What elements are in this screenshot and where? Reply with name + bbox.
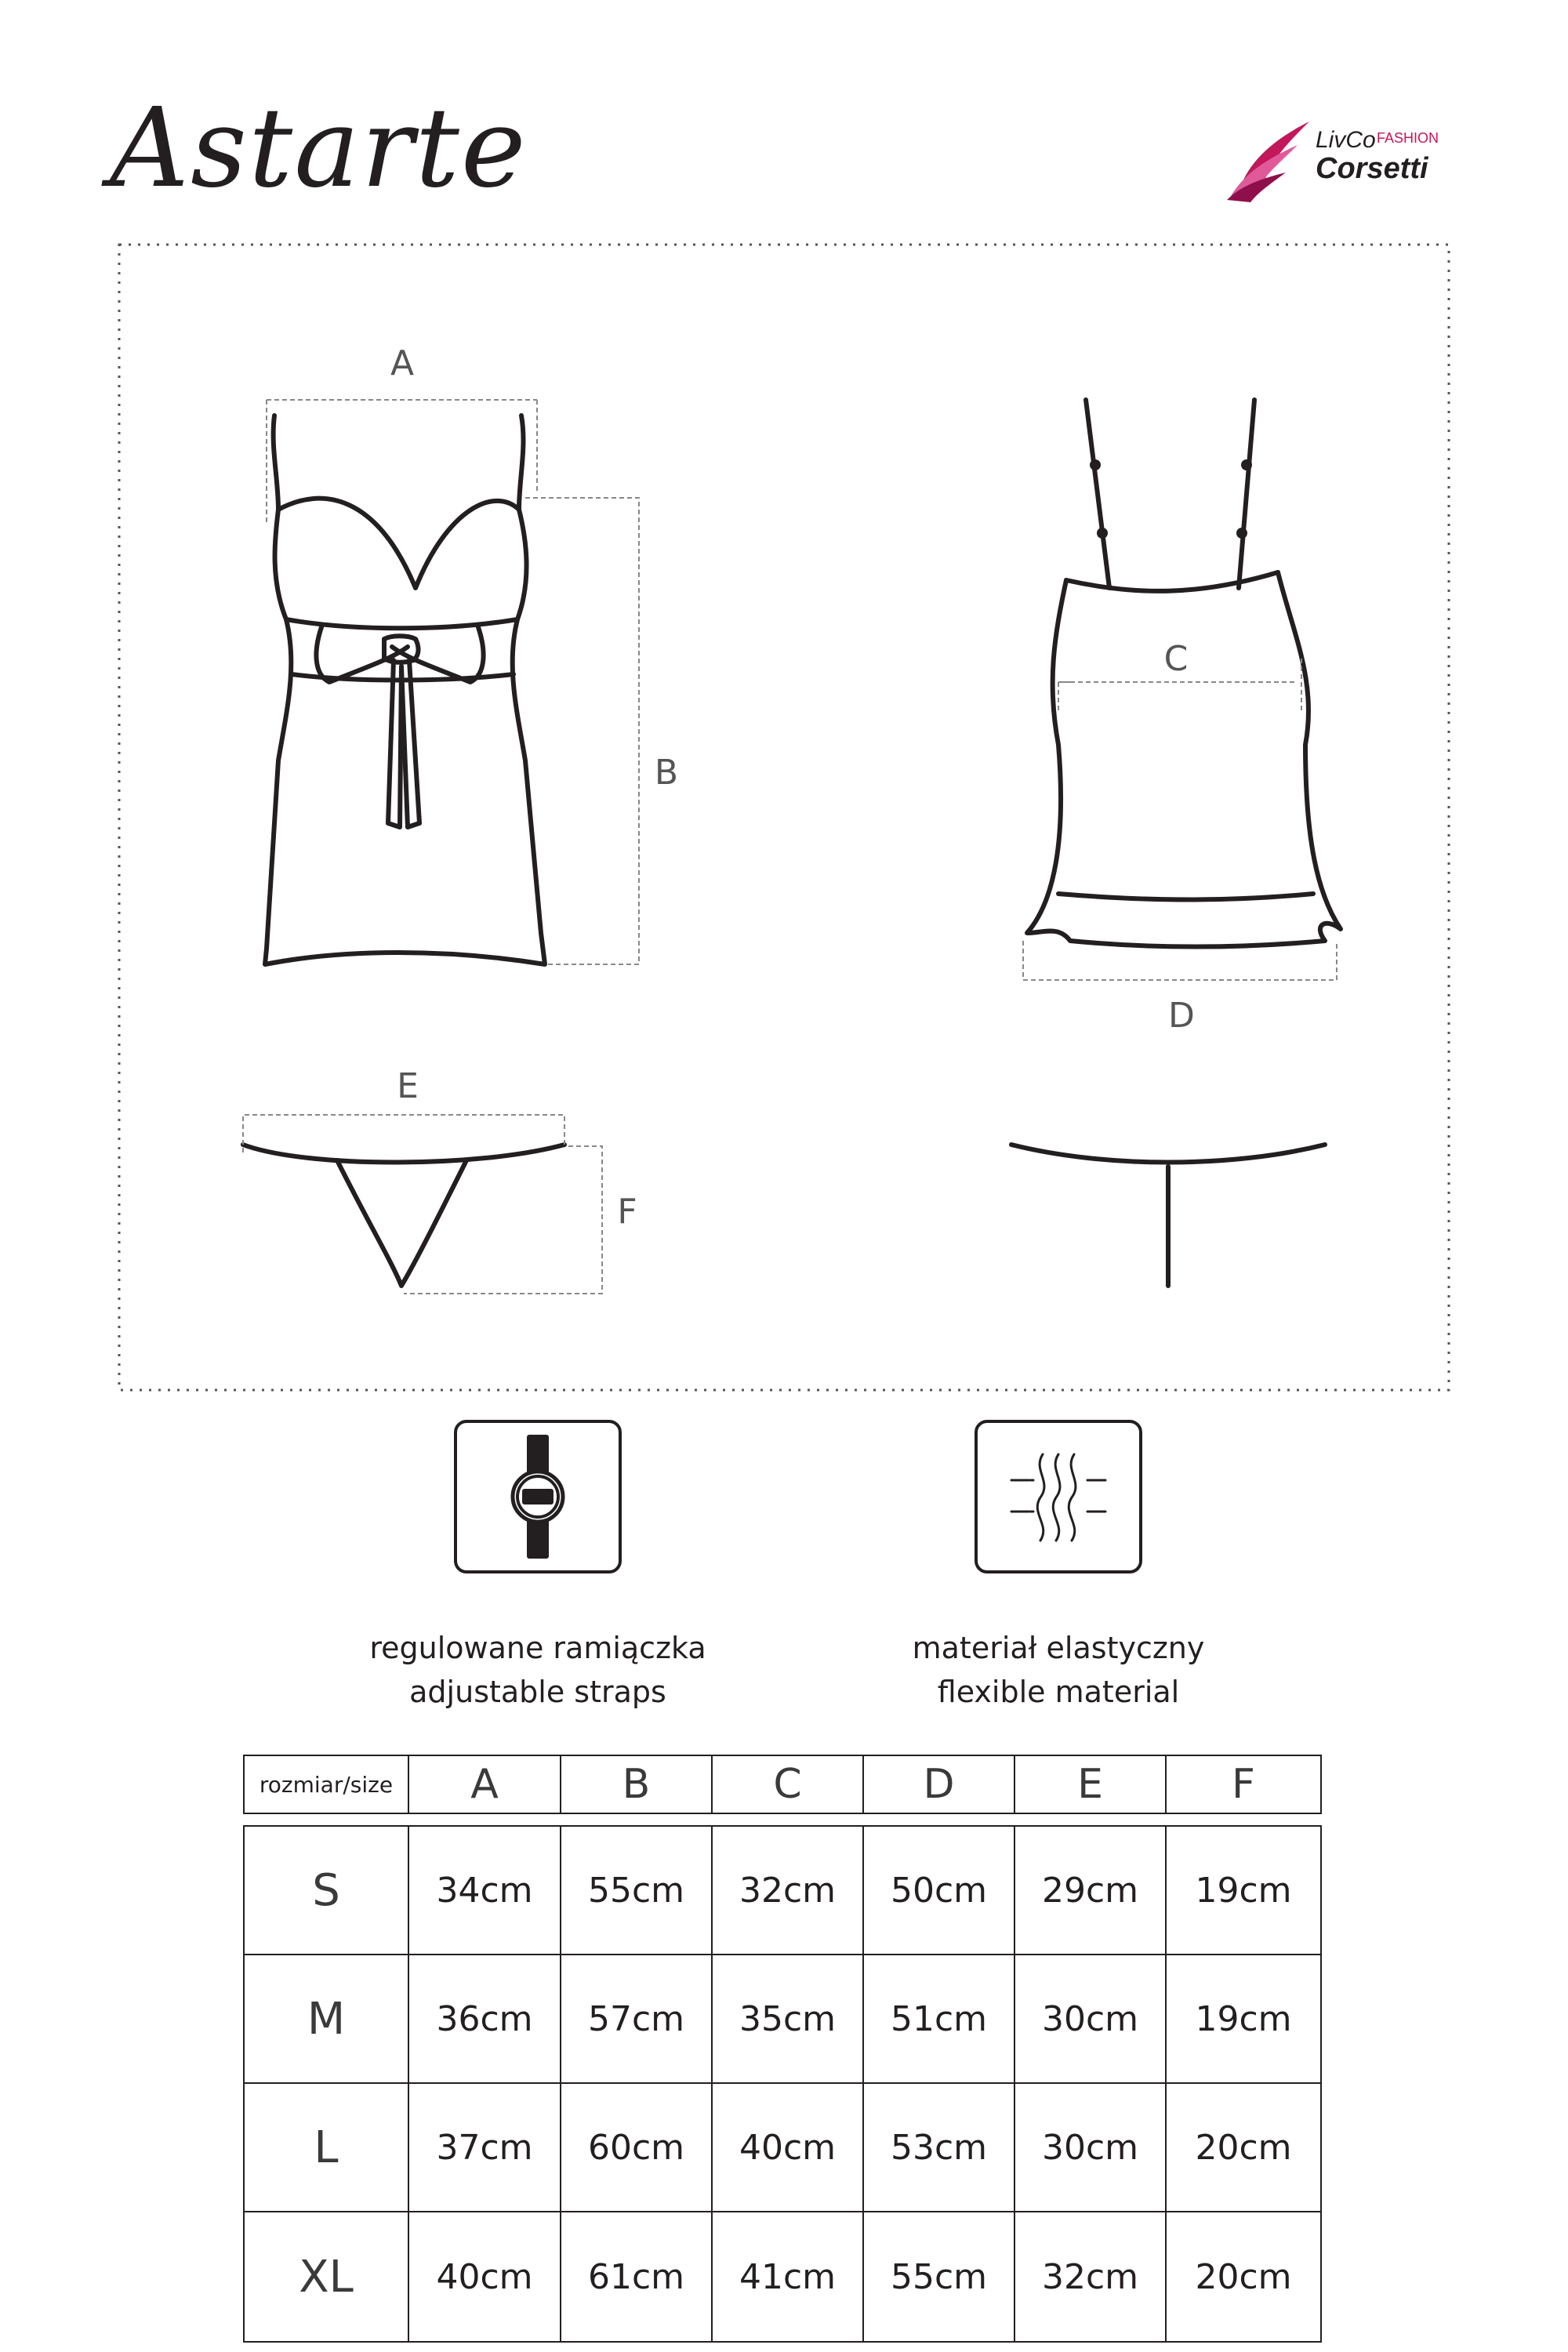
- dimension-guides-back: [1023, 659, 1337, 980]
- value-cell: 55cm: [561, 1827, 713, 1954]
- label-A: A: [390, 343, 415, 383]
- value-cell: 37cm: [409, 2084, 561, 2211]
- feature-text-pl: materiał elastyczny: [912, 1631, 1205, 1665]
- feature-text-en: flexible material: [937, 1675, 1180, 1709]
- diagram-frame: [119, 245, 1449, 1390]
- feature-text-pl: regulowane ramiączka: [369, 1631, 706, 1665]
- value-cell: 51cm: [864, 1955, 1015, 2082]
- value-cell: 41cm: [713, 2212, 864, 2341]
- label-F: F: [617, 1192, 637, 1232]
- label-E: E: [397, 1066, 419, 1106]
- brand-line2: Corsetti: [1316, 152, 1428, 185]
- value-cell: 20cm: [1195, 2256, 1292, 2297]
- value-cell: 32cm: [1015, 2212, 1167, 2341]
- table-row: [245, 2084, 1320, 2212]
- size-table-body: [243, 1825, 1322, 2343]
- size-table-header: [243, 1755, 1322, 1814]
- column-header-C: C: [713, 1756, 864, 1813]
- table-row: [245, 2212, 1320, 2341]
- value-cell: 19cm: [1195, 1870, 1292, 1911]
- value-cell: 50cm: [864, 1827, 1015, 1954]
- adjustable-strap-icon: [453, 1419, 622, 1574]
- value-cell: 57cm: [561, 1955, 713, 2082]
- value-cell: 40cm: [713, 2084, 864, 2211]
- elastic-material-icon: [974, 1419, 1143, 1574]
- column-header-A: A: [409, 1756, 561, 1813]
- table-row: [245, 1955, 1320, 2084]
- column-header-E: E: [1015, 1756, 1167, 1813]
- value-cell: 32cm: [713, 1827, 864, 1954]
- dimension-guides-front: [267, 400, 639, 964]
- value-cell: 53cm: [864, 2084, 1015, 2211]
- thong-front-drawing: [243, 1145, 564, 1286]
- value-cell: 19cm: [1195, 1998, 1292, 2039]
- value-cell: 34cm: [409, 1827, 561, 1954]
- brand-logo: [1223, 118, 1474, 204]
- brand-line1-suffix: FASHION: [1377, 130, 1439, 146]
- value-cell: 20cm: [1195, 2127, 1292, 2168]
- size-cell: S: [245, 1827, 409, 1954]
- size-cell: XL: [245, 2212, 409, 2341]
- size-cell: M: [245, 1955, 409, 2082]
- feature-adjustable-straps: [334, 1626, 742, 1714]
- label-C: C: [1163, 639, 1189, 679]
- column-header-D: D: [864, 1756, 1015, 1813]
- column-header-B: B: [561, 1756, 713, 1813]
- value-cell: 40cm: [409, 2212, 561, 2341]
- label-B: B: [654, 753, 679, 793]
- brand-swirl-icon: [1223, 118, 1317, 204]
- value-cell: 61cm: [561, 2212, 713, 2341]
- measurement-diagram: [118, 243, 1450, 1392]
- value-cell: 30cm: [1015, 2084, 1167, 2211]
- column-header-F: F: [1232, 1761, 1255, 1808]
- value-cell: 35cm: [713, 1955, 864, 2082]
- chemise-front-drawing: [265, 416, 545, 964]
- thong-back-drawing: [1011, 1145, 1325, 1286]
- feature-flexible-material: [855, 1626, 1262, 1714]
- dimension-guides-thong: [243, 1115, 602, 1294]
- value-cell: 36cm: [409, 1955, 561, 2082]
- brand-line1: LivCo: [1316, 127, 1376, 153]
- strap-sliders: [1090, 459, 1252, 539]
- product-title: Astarte: [110, 85, 528, 212]
- value-cell: 55cm: [864, 2212, 1015, 2341]
- table-row: [245, 1827, 1320, 1955]
- label-D: D: [1168, 996, 1195, 1036]
- value-cell: 60cm: [561, 2084, 713, 2211]
- size-header-label: rozmiar/size: [245, 1756, 409, 1813]
- value-cell: 29cm: [1015, 1827, 1167, 1954]
- feature-text-en: adjustable straps: [409, 1675, 666, 1709]
- size-cell: L: [245, 2084, 409, 2211]
- value-cell: 30cm: [1015, 1955, 1167, 2082]
